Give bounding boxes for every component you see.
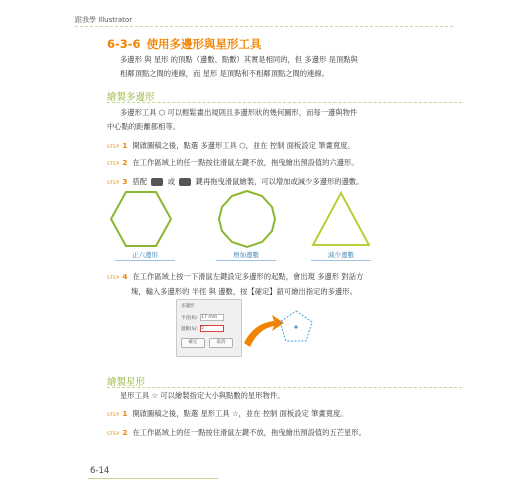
- step-text: 開啟圖稿之後，點選 多邊形工具 ⬡，並在 控制 面板設定 筆畫寬度。: [132, 141, 355, 150]
- polygon-desc-line-2: 中心點的距離都相等。: [107, 122, 180, 131]
- down-arrow-key-icon: [179, 178, 191, 186]
- polygon-dialog: [176, 299, 242, 357]
- step-number: 4: [122, 272, 128, 281]
- dialog-buttons: [181, 338, 237, 348]
- step-label: STEP: [107, 432, 120, 437]
- cancel-button[interactable]: 取消: [209, 338, 233, 348]
- decagon-shape: [219, 191, 275, 247]
- triangle-shape: [313, 193, 369, 245]
- radius-label: 半徑(R):: [181, 316, 199, 321]
- running-head: 跟我學 Illustrator: [75, 16, 133, 24]
- pentagon-center-dot: [294, 325, 297, 328]
- star-step-2: [107, 426, 366, 441]
- polygon-step-3: [107, 175, 363, 190]
- polygon-heading: 繪製多邊形: [107, 92, 155, 103]
- star-desc: 星形工具 ☆ 可以繪製指定大小與點數的星形物件。: [120, 391, 285, 400]
- polygon-desc-line-1: 多邊形工具 ⬡ 可以輕鬆畫出規則且多邊形狀的幾何圖形，而每一邊與物件: [120, 108, 358, 117]
- step-text-after: 鍵再拖曳滑鼠繪製，可以增加或減少多邊形的邊數。: [195, 177, 364, 186]
- polygon-step-2: [107, 156, 359, 171]
- sides-field[interactable]: [200, 325, 224, 332]
- polygon-step-4-continued: 塊，輸入多邊形的 半徑 與 邊數，按【確定】鈕可繪出指定的多邊形。: [131, 287, 357, 296]
- radius-field[interactable]: [200, 314, 224, 321]
- label-underline: [216, 260, 276, 261]
- step-number: 3: [122, 177, 128, 186]
- intro-line-2: 相鄰頂點之間的連線，而 星形 是頂點和不相鄰頂點之間的連線。: [120, 69, 329, 78]
- polygon-examples: [110, 190, 370, 250]
- section-title: [107, 36, 262, 52]
- sides-value: 5: [200, 326, 204, 331]
- hexagon-label: 正六邊形: [132, 251, 158, 259]
- header-divider: [75, 26, 453, 27]
- section-title-text: 使用多邊形與星形工具: [146, 37, 262, 51]
- step-label: STEP: [107, 276, 120, 281]
- up-arrow-key-icon: [151, 178, 163, 186]
- curved-arrow-icon: [244, 315, 284, 347]
- step-number: 1: [122, 409, 128, 418]
- polygon-step-1: [107, 139, 355, 154]
- step-text-before: 搭配: [132, 177, 148, 186]
- step-label: STEP: [107, 145, 120, 150]
- radius-row: [181, 314, 224, 321]
- label-underline: [115, 260, 175, 261]
- step-label: STEP: [107, 162, 120, 167]
- radius-value: 17 mm: [201, 315, 218, 320]
- polygon-heading-divider: [107, 102, 462, 103]
- sides-row: [181, 325, 224, 332]
- dialog-title: 多邊形: [181, 304, 195, 309]
- more-sides-label: 增加邊數: [233, 251, 259, 259]
- star-step-1: [107, 407, 348, 422]
- ok-button[interactable]: 確定: [181, 338, 205, 348]
- intro-line-1: 多邊形 與 星形 的頂點（邊數、點數）其實是相同的，但 多邊形 是頂點與: [120, 55, 358, 64]
- step-text: 在工作區域上的任一點按住滑鼠左鍵不放，拖曳繪出預設值的五芒星形。: [132, 428, 366, 437]
- step-label: STEP: [107, 413, 120, 418]
- step-text-or: 或: [167, 177, 175, 186]
- step-text: 開啟圖稿之後，點選 星形工具 ☆，並在 控制 面板設定 筆畫寬度。: [132, 409, 348, 418]
- step-text: 在工作區域上按一下滑鼠左鍵設定多邊形的起點，會出現 多邊形 對話方: [132, 272, 364, 281]
- sides-label: 邊數(S):: [181, 327, 198, 332]
- fewer-sides-label: 減少邊數: [328, 251, 354, 259]
- page-number: 6-14: [90, 466, 110, 476]
- star-heading: 繪製星形: [107, 377, 146, 388]
- hexagon-shape: [111, 192, 171, 246]
- step-number: 2: [122, 428, 128, 437]
- step-text: 在工作區域上的任一點按住滑鼠左鍵不放，拖曳繪出預設值的六邊形。: [132, 158, 359, 167]
- section-number: 6-3-6: [107, 37, 141, 51]
- polygon-step-4: [107, 270, 363, 285]
- footer-divider: [88, 478, 218, 479]
- step-number: 1: [122, 141, 128, 150]
- result-illustration: [240, 305, 320, 357]
- step-label: STEP: [107, 181, 120, 186]
- step-number: 2: [122, 158, 128, 167]
- star-heading-divider: [107, 387, 462, 388]
- label-underline: [311, 260, 371, 261]
